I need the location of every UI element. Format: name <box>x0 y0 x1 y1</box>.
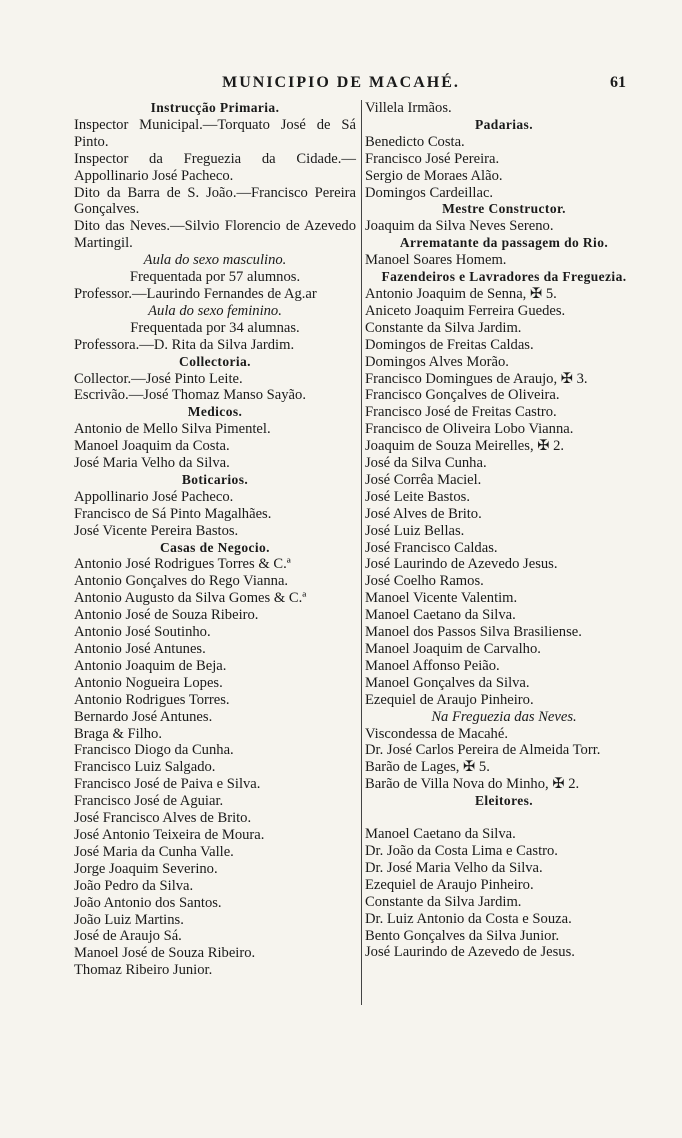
right-column <box>361 100 643 1005</box>
entry-line: Francisco Diogo da Cunha. <box>74 742 234 759</box>
entry-line: Barão de Villa Nova do Minho, ✠ 2. <box>365 776 580 793</box>
entry-line: Francisco Gonçalves de Oliveira. <box>365 387 560 404</box>
entry-line: Dito das Neves.—Silvio Florencio de Azevedo Martingil. <box>74 218 356 252</box>
entry-line: Francisco Luiz Salgado. <box>74 759 216 776</box>
section-heading: Eleitores. <box>474 793 534 809</box>
entry-line: Manoel José de Souza Ribeiro. <box>74 945 256 962</box>
entry-line: Professor.—Laurindo Fernandes de Ag.ar <box>74 285 317 302</box>
entry-line: João Luiz Martins. <box>74 911 184 928</box>
entry-line: Villela Irmãos. <box>365 100 452 116</box>
entry-line: Francisco José de Aguiar. <box>74 793 224 810</box>
entry-line: Manoel Caetano da Silva. <box>365 826 516 843</box>
section-heading: Mestre Constructor. <box>442 201 566 217</box>
entry-line: Jorge Joaquim Severino. <box>74 860 218 877</box>
entry-line: Antonio José Soutinho. <box>74 624 211 641</box>
entry-line: José Leite Bastos. <box>365 488 470 505</box>
entry-line: Barão de Lages, ✠ 5. <box>365 759 490 776</box>
entry-line: Francisco José de Freitas Castro. <box>365 404 557 421</box>
entry-line: Antonio Nogueira Lopes. <box>74 674 223 691</box>
entry-line: Thomaz Ribeiro Junior. <box>74 962 213 979</box>
section-heading: Fazendeiros e Lavradores da Freguezia. <box>381 269 627 285</box>
entry-line: Manoel Joaquim de Carvalho. <box>365 641 541 657</box>
entry-line: José Corrêa Maciel. <box>365 471 482 488</box>
entry-line: José Luiz Bellas. <box>365 522 465 539</box>
entry-line: Antonio José Antunes. <box>74 641 206 657</box>
entry-line: Francisco José de Paiva e Silva. <box>74 776 261 793</box>
entry-line: José Francisco Caldas. <box>365 539 498 556</box>
entry-line: Dr. José Carlos Pereira de Almeida Torr. <box>365 742 601 759</box>
entry-line: Antonio Joaquim de Senna, ✠ 5. <box>365 285 557 302</box>
subheading: Aula do sexo masculino. <box>143 252 287 269</box>
entry-line: José Vicente Pereira Bastos. <box>74 522 239 539</box>
entry-line: Appollinario José Pacheco. <box>74 488 234 505</box>
entry-line: Dr. João da Costa Lima e Castro. <box>365 842 558 859</box>
entry-line: Antonio de Mello Silva Pimentel. <box>74 421 271 438</box>
entry-line: Constante da Silva Jardim. <box>365 319 522 336</box>
entry-line: Antonio José de Souza Ribeiro. <box>74 607 259 624</box>
running-title: MUNICIPIO DE MACAHÉ. <box>222 74 460 91</box>
entry-line: Manoel Caetano da Silva. <box>365 607 516 624</box>
entry-line: Joaquim de Souza Meirelles, ✠ 2. <box>365 438 565 455</box>
entry-line: José de Araujo Sá. <box>74 928 182 945</box>
left-column <box>74 100 356 979</box>
section-heading: Collectoria. <box>179 353 251 369</box>
subheading: Na Freguezia das Neves. <box>431 708 577 725</box>
entry-line: Sergio de Moraes Alão. <box>365 167 503 184</box>
entry-line: Manoel dos Passos Silva Brasiliense. <box>365 624 582 641</box>
entry-line: Frequentada por 57 alumnos. <box>129 269 301 286</box>
entry-line: Francisco de Sá Pinto Magalhães. <box>74 505 272 522</box>
entry-line: Antonio José Rodrigues Torres & C.ª <box>74 556 291 573</box>
entry-line: José Maria Velho da Silva. <box>74 455 230 472</box>
entry-line: José Laurindo de Azevedo Jesus. <box>365 556 558 573</box>
entry-line: Bento Gonçalves da Silva Junior. <box>365 927 560 944</box>
entry-line: Domingos Alves Morão. <box>365 353 509 370</box>
entry-line: Bernardo José Antunes. <box>74 708 213 725</box>
section-heading: Boticarios. <box>181 471 249 487</box>
entry-line: José Coelho Ramos. <box>365 573 484 590</box>
subheading: Aula do sexo feminino. <box>148 302 282 319</box>
entry-line: Antonio Joaquim de Beja. <box>74 657 227 674</box>
entry-line: José Laurindo de Azevedo de Jesus. <box>365 944 575 961</box>
section-heading: Instrucção Primaria. <box>150 100 280 115</box>
section-heading: Medicos. <box>187 404 243 420</box>
entry-line: João Antonio dos Santos. <box>74 894 222 911</box>
entry-line: Benedicto Costa. <box>365 133 465 150</box>
entry-line: José Alves de Brito. <box>365 505 482 522</box>
entry-line: Dr. Luiz Antonio da Costa e Souza. <box>365 910 572 927</box>
entry-line: Braga & Filho. <box>74 725 162 742</box>
entry-line: José Francisco Alves de Brito. <box>74 810 252 827</box>
entry-line: Francisco de Oliveira Lobo Vianna. <box>365 421 574 438</box>
spacer <box>365 810 643 826</box>
entry-line: Antonio Augusto da Silva Gomes & C.ª <box>74 590 307 607</box>
entry-line: Manoel Vicente Valentim. <box>365 590 518 607</box>
section-heading: Arrematante da passagem do Rio. <box>399 235 609 251</box>
entry-line: Escrivão.—José Thomaz Manso Sayão. <box>74 387 306 404</box>
section-heading: Padarias. <box>475 116 533 132</box>
entry-line: João Pedro da Silva. <box>74 877 194 894</box>
entry-line: Collector.—José Pinto Leite. <box>74 370 243 387</box>
entry-line: José Antonio Teixeira de Moura. <box>74 826 265 843</box>
entry-line: Manoel Affonso Peião. <box>365 657 500 674</box>
section-heading: Casas de Negocio. <box>160 539 270 555</box>
entry-line: Manoel Soares Homem. <box>365 252 507 269</box>
entry-line: Domingos Cardeillac. <box>365 184 494 201</box>
entry-line: José Maria da Cunha Valle. <box>74 843 234 860</box>
entry-line: Inspector Municipal.—Torquato José de Sá Pinto. <box>74 116 356 150</box>
entry-line: Domingos de Freitas Caldas. <box>365 336 534 353</box>
page-header <box>0 74 682 98</box>
entry-line: Francisco José Pereira. <box>365 150 500 167</box>
entry-line: Antonio Rodrigues Torres. <box>74 691 230 708</box>
entry-line: José da Silva Cunha. <box>365 455 487 472</box>
entry-line: Viscondessa de Macahé. <box>365 725 508 742</box>
entry-line: Ezequiel de Araujo Pinheiro. <box>365 876 534 893</box>
entry-line: Constante da Silva Jardim. <box>365 893 522 910</box>
entry-line: Antonio Gonçalves do Rego Vianna. <box>74 573 289 590</box>
entry-line: Aniceto Joaquim Ferreira Guedes. <box>365 302 566 319</box>
entry-line: Professora.—D. Rita da Silva Jardim. <box>74 336 295 353</box>
entry-line: Inspector da Freguezia da Cidade.—Appollinario José Pacheco. <box>74 150 356 184</box>
entry-line: Frequentada por 34 alumnas. <box>130 319 300 336</box>
entry-line: Ezequiel de Araujo Pinheiro. <box>365 691 534 708</box>
entry-line: Joaquim da Silva Neves Sereno. <box>365 218 554 235</box>
entry-line: Manoel Joaquim da Costa. <box>74 438 230 455</box>
entry-line: Dito da Barra de S. João.—Francisco Pereira Gonçalves. <box>74 184 356 218</box>
entry-line: Dr. José Maria Velho da Silva. <box>365 859 543 876</box>
entry-line: Francisco Domingues de Araujo, ✠ 3. <box>365 370 588 387</box>
page-number: 61 <box>610 74 626 91</box>
entry-line: Manoel Gonçalves da Silva. <box>365 674 530 691</box>
